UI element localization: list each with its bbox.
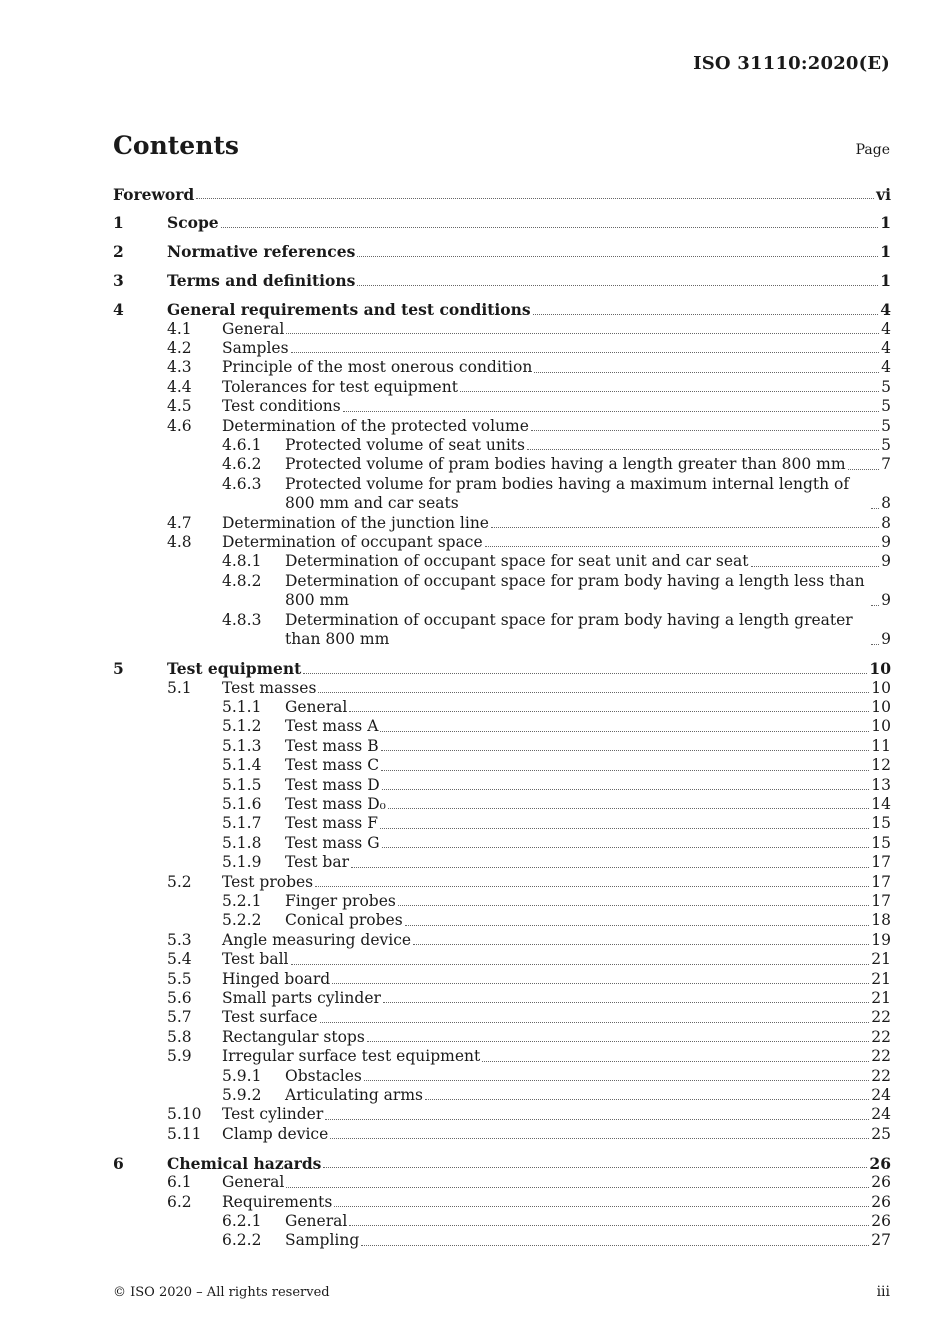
toc-entry-number: 3 — [113, 271, 124, 291]
toc-entry-page: 10 — [869, 659, 891, 679]
toc-entry-title: General — [285, 697, 348, 716]
toc-entry[interactable] — [113, 213, 891, 232]
toc-entry-page: 17 — [871, 872, 891, 891]
toc-entry-title: Test bar — [285, 853, 349, 872]
toc-entry[interactable] — [113, 776, 891, 795]
toc-entry-number: 1 — [113, 213, 124, 233]
dot-leader — [383, 1001, 869, 1003]
toc-entry-number: 4.6.1 — [222, 436, 262, 455]
toc-entry-title: Hinged board — [222, 969, 331, 988]
toc-entry-title: Terms and definitions — [167, 271, 356, 291]
dot-leader — [533, 313, 879, 315]
toc-entry-page: 9 — [881, 533, 891, 552]
dot-leader — [388, 807, 869, 809]
toc-entry-title: Foreword — [113, 185, 195, 204]
toc-entry-title: Protected volume for pram bodies having a maximum internal length of 800 mm and car seats — [285, 474, 855, 513]
toc-entry-number: 5.9.2 — [222, 1086, 262, 1105]
toc-entry-title: Determination of the protected volume — [222, 416, 529, 435]
toc-entry[interactable] — [113, 552, 891, 571]
dot-leader — [380, 827, 869, 829]
dot-leader — [382, 846, 870, 848]
toc-entry-title: Protected volume of seat units — [285, 436, 525, 455]
toc-entry-number: 6.2 — [167, 1192, 192, 1211]
toc-entry[interactable] — [113, 339, 891, 358]
toc-entry-title: Test ball — [222, 950, 289, 969]
toc-entry-title: Sampling — [285, 1231, 360, 1250]
toc-entry-title: Irregular surface test equipment — [222, 1047, 481, 1066]
dot-leader — [315, 885, 869, 887]
toc-entry-number: 2 — [113, 242, 124, 262]
toc-entry[interactable] — [113, 572, 891, 611]
toc-entry-number: 4.1 — [167, 319, 192, 338]
toc-entry-number: 4.6.2 — [222, 455, 262, 474]
toc-entry[interactable] — [113, 185, 891, 204]
toc-entry[interactable] — [113, 514, 891, 533]
toc-entry-page: 21 — [871, 950, 891, 969]
toc-entry-page: 19 — [871, 930, 891, 949]
toc-entry-page: 12 — [871, 756, 891, 775]
toc-entry-title: Test mass A — [285, 717, 379, 736]
toc-entry-title: Tolerances for test equipment — [222, 377, 458, 396]
dot-leader — [221, 226, 879, 228]
toc-entry[interactable] — [113, 679, 891, 698]
dot-leader — [405, 924, 870, 926]
toc-entry-number: 5.4 — [167, 950, 192, 969]
dot-leader — [291, 963, 870, 965]
toc-entry[interactable] — [113, 611, 891, 650]
toc-entry[interactable] — [113, 814, 891, 833]
toc-entry-title: Test probes — [222, 872, 314, 891]
toc-entry-number: 5.9 — [167, 1047, 192, 1066]
toc-entry[interactable] — [113, 533, 891, 552]
dot-leader — [357, 255, 878, 257]
toc-entry[interactable] — [113, 300, 891, 319]
toc-entry-number: 4.5 — [167, 397, 192, 416]
dot-leader — [491, 526, 879, 528]
dot-leader — [351, 866, 869, 868]
document-code: ISO 31110:2020(E) — [693, 53, 890, 74]
toc-entry-page: 21 — [871, 989, 891, 1008]
dot-leader — [286, 1186, 869, 1188]
toc-entry[interactable] — [113, 989, 891, 1008]
dot-leader — [381, 769, 869, 771]
toc-entry-title: Obstacles — [285, 1066, 362, 1085]
toc-entry-page: 13 — [871, 775, 891, 794]
dot-leader — [460, 390, 879, 392]
dot-leader — [382, 788, 870, 790]
toc-entry[interactable] — [113, 378, 891, 397]
toc-entry-page: 15 — [871, 833, 891, 852]
dot-leader — [425, 1098, 869, 1100]
toc-entry-number: 6.1 — [167, 1173, 192, 1192]
toc-entry-number: 5.1.4 — [222, 756, 262, 775]
toc-entry-title: Principle of the most onerous condition — [222, 358, 533, 377]
toc-entry-page: 26 — [871, 1192, 891, 1211]
toc-entry-title: General requirements and test conditions — [167, 300, 531, 320]
toc-entry-title: General — [222, 1173, 285, 1192]
toc-entry-title: General — [285, 1212, 348, 1231]
dot-leader — [196, 197, 874, 199]
toc-entry[interactable] — [113, 1125, 891, 1144]
toc-entry-title: General — [222, 319, 285, 338]
toc-entry-number: 5.7 — [167, 1008, 192, 1027]
toc-entry-page: 5 — [881, 377, 891, 396]
toc-entry-page: 22 — [871, 1008, 891, 1027]
toc-entry[interactable] — [113, 436, 891, 455]
toc-entry-number: 6.2.2 — [222, 1231, 262, 1250]
toc-entry[interactable] — [113, 659, 891, 678]
contents-header — [113, 131, 890, 165]
toc-entry-title: Test mass C — [285, 756, 380, 775]
toc-entry[interactable] — [113, 1154, 891, 1173]
toc-entry-page: 26 — [871, 1212, 891, 1231]
toc-entry-number: 5.6 — [167, 989, 192, 1008]
dot-leader — [398, 904, 869, 906]
toc-entry-number: 5.1.7 — [222, 814, 262, 833]
toc-entry-page: 26 — [869, 1153, 891, 1173]
toc-entry-title: Determination of the junction line — [222, 513, 489, 532]
toc-entry-title: Determination of occupant space for pram body having a length less than 800 mm — [285, 571, 870, 610]
toc-entry-title: Test conditions — [222, 397, 341, 416]
toc-entry-page: 15 — [871, 814, 891, 833]
toc-entry-number: 5.8 — [167, 1027, 192, 1046]
dot-leader — [380, 730, 869, 732]
toc-entry-number: 4 — [113, 300, 124, 320]
toc-entry[interactable] — [113, 1173, 891, 1192]
toc-entry[interactable] — [113, 1047, 891, 1066]
toc-entry-title: Test masses — [222, 678, 317, 697]
toc-entry[interactable] — [113, 1008, 891, 1027]
dot-leader — [291, 351, 880, 353]
dot-leader — [364, 1079, 869, 1081]
toc-entry-page: 17 — [871, 891, 891, 910]
toc-entry[interactable] — [113, 737, 891, 756]
toc-entry-number: 5.9.1 — [222, 1066, 262, 1085]
toc-entry-number: 5 — [113, 659, 124, 679]
toc-entry-title: Test mass B — [285, 736, 379, 755]
toc-entry-number: 5.1.9 — [222, 853, 262, 872]
dot-leader — [349, 1224, 869, 1226]
toc-entry-page: 21 — [871, 969, 891, 988]
dot-leader — [286, 332, 879, 334]
toc-entry[interactable] — [113, 795, 891, 814]
toc-entry[interactable] — [113, 397, 891, 416]
dot-leader — [848, 468, 880, 470]
toc-entry-number: 5.1.5 — [222, 775, 262, 794]
dot-leader — [332, 982, 869, 984]
toc-entry-page: 27 — [871, 1231, 891, 1250]
toc-entry-number: 4.8.1 — [222, 552, 262, 571]
toc-entry-number: 5.1.8 — [222, 833, 262, 852]
toc-entry-title: Test mass F — [285, 814, 378, 833]
toc-entry-title: Conical probes — [285, 911, 403, 930]
toc-entry[interactable] — [113, 320, 891, 339]
toc-entry[interactable] — [113, 1193, 891, 1212]
toc-entry-page: 22 — [871, 1066, 891, 1085]
toc-entry-number: 5.1.3 — [222, 736, 262, 755]
toc-entry[interactable] — [113, 1067, 891, 1086]
toc-entry-page: 24 — [871, 1105, 891, 1124]
toc-entry-number: 5.11 — [167, 1124, 202, 1143]
toc-entry-title: Chemical hazards — [167, 1153, 322, 1173]
toc-entry[interactable] — [113, 417, 891, 436]
toc-entry[interactable] — [113, 892, 891, 911]
toc-entry[interactable] — [113, 1086, 891, 1105]
toc-entry[interactable] — [113, 455, 891, 474]
dot-leader — [751, 565, 880, 567]
toc-entry-title: Determination of occupant space for seat unit and car seat — [285, 552, 749, 571]
dot-leader — [361, 1244, 869, 1246]
toc-entry-title: Test equipment — [167, 659, 302, 679]
toc-entry-page: 14 — [871, 794, 891, 813]
dot-leader — [323, 1166, 867, 1168]
toc-entry-page: 26 — [871, 1173, 891, 1192]
dot-leader — [871, 507, 879, 509]
toc-entry-page: 24 — [871, 1086, 891, 1105]
toc-entry-number: 4.6 — [167, 416, 192, 435]
dot-leader — [485, 545, 879, 547]
toc-entry[interactable] — [113, 1105, 891, 1124]
toc-entry[interactable] — [113, 1028, 891, 1047]
toc-entry-page: 5 — [881, 436, 891, 455]
toc-entry-number: 4.8.3 — [222, 610, 262, 629]
toc-entry[interactable] — [113, 1212, 891, 1231]
toc-entry-title: Test mass G — [285, 833, 380, 852]
toc-entry-title: Clamp device — [222, 1124, 329, 1143]
toc-entry[interactable] — [113, 873, 891, 892]
page-number: iii — [876, 1284, 890, 1300]
toc-entry-number: 4.6.3 — [222, 474, 262, 493]
toc-entry[interactable] — [113, 242, 891, 261]
toc-entry-page: 10 — [871, 697, 891, 716]
dot-leader — [527, 448, 879, 450]
dot-leader — [357, 284, 878, 286]
toc-entry[interactable] — [113, 1231, 891, 1250]
toc-entry-page: 9 — [881, 630, 891, 649]
toc-entry-page: 4 — [881, 358, 891, 377]
toc-entry[interactable] — [113, 271, 891, 290]
toc-entry-page: 11 — [871, 736, 891, 755]
toc-entry-title: Angle measuring device — [222, 930, 412, 949]
dot-leader — [871, 604, 879, 606]
dot-leader — [330, 1137, 869, 1139]
toc-entry-title: Determination of occupant space — [222, 533, 483, 552]
toc-entry-number: 4.3 — [167, 358, 192, 377]
toc-entry[interactable] — [113, 717, 891, 736]
toc-entry-page: 10 — [871, 717, 891, 736]
toc-entry-title: Samples — [222, 339, 289, 358]
toc-entry-title: Normative references — [167, 242, 356, 262]
dot-leader — [349, 710, 869, 712]
toc-entry-title: Small parts cylinder — [222, 989, 381, 1008]
toc-entry-page: 17 — [871, 853, 891, 872]
toc-entry[interactable] — [113, 931, 891, 950]
toc-entry-number: 4.2 — [167, 339, 192, 358]
toc-entry-number: 6.2.1 — [222, 1212, 262, 1231]
toc-entry-page: 10 — [871, 678, 891, 697]
table-of-contents — [113, 185, 891, 1251]
dot-leader — [320, 1021, 870, 1023]
toc-entry-page: vi — [876, 185, 891, 204]
dot-leader — [325, 1118, 869, 1120]
dot-leader — [534, 371, 879, 373]
toc-entry-title: Determination of occupant space for pram body having a length greater than 800 mm — [285, 610, 858, 649]
toc-entry-number: 6 — [113, 1153, 124, 1173]
dot-leader — [334, 1205, 869, 1207]
toc-entry-page: 8 — [881, 494, 891, 513]
copyright-notice: © ISO 2020 – All rights reserved — [113, 1285, 330, 1300]
toc-entry-number: 4.8 — [167, 533, 192, 552]
toc-entry[interactable] — [113, 970, 891, 989]
toc-entry[interactable] — [113, 950, 891, 969]
dot-leader — [381, 749, 870, 751]
toc-entry-page: 9 — [881, 552, 891, 571]
toc-entry-number: 5.5 — [167, 969, 192, 988]
toc-entry-number: 5.1.1 — [222, 697, 262, 716]
dot-leader — [318, 691, 869, 693]
toc-entry-number: 5.2.1 — [222, 891, 262, 910]
toc-entry-page: 22 — [871, 1047, 891, 1066]
toc-entry-page: 1 — [880, 213, 891, 233]
toc-entry-title: Articulating arms — [285, 1086, 423, 1105]
toc-entry-page: 4 — [880, 300, 891, 320]
toc-entry-title: Test surface — [222, 1008, 318, 1027]
toc-entry-number: 5.3 — [167, 930, 192, 949]
toc-entry-title: Protected volume of pram bodies having a length greater than 800 mm — [285, 455, 846, 474]
toc-entry-page: 9 — [881, 591, 891, 610]
toc-entry[interactable] — [113, 834, 891, 853]
contents-title: Contents — [113, 131, 240, 160]
toc-entry-number: 4.8.2 — [222, 571, 262, 590]
toc-entry-page: 5 — [881, 416, 891, 435]
toc-entry-page: 7 — [881, 455, 891, 474]
toc-entry-page: 4 — [881, 319, 891, 338]
page-column-label: Page — [855, 142, 890, 158]
dot-leader — [871, 643, 879, 645]
toc-entry-title: Test cylinder — [222, 1105, 324, 1124]
toc-entry-number: 5.1.2 — [222, 717, 262, 736]
toc-entry-number: 5.10 — [167, 1105, 202, 1124]
dot-leader — [303, 672, 867, 674]
toc-entry-number: 5.2.2 — [222, 911, 262, 930]
toc-entry-title: Rectangular stops — [222, 1027, 365, 1046]
toc-entry-number: 4.7 — [167, 513, 192, 532]
toc-entry-number: 5.1 — [167, 678, 192, 697]
toc-entry-page: 4 — [881, 339, 891, 358]
toc-entry-number: 5.1.6 — [222, 794, 262, 813]
toc-entry-page: 1 — [880, 271, 891, 291]
dot-leader — [367, 1040, 869, 1042]
toc-entry-title: Scope — [167, 213, 219, 233]
toc-entry-title: Test mass D — [285, 775, 380, 794]
toc-entry-title: Test mass D₀ — [285, 794, 386, 813]
toc-entry-page: 18 — [871, 911, 891, 930]
toc-entry[interactable] — [113, 756, 891, 775]
toc-entry-title: Finger probes — [285, 891, 396, 910]
dot-leader — [482, 1060, 869, 1062]
toc-entry-page: 5 — [881, 397, 891, 416]
toc-entry-page: 25 — [871, 1124, 891, 1143]
toc-entry[interactable] — [113, 475, 891, 514]
toc-entry[interactable] — [113, 358, 891, 377]
toc-entry[interactable] — [113, 853, 891, 872]
toc-entry-page: 1 — [880, 242, 891, 262]
toc-entry-number: 5.2 — [167, 872, 192, 891]
dot-leader — [343, 410, 879, 412]
dot-leader — [413, 943, 869, 945]
toc-entry-title: Requirements — [222, 1192, 333, 1211]
toc-entry-page: 22 — [871, 1027, 891, 1046]
toc-entry[interactable] — [113, 911, 891, 930]
toc-entry-number: 4.4 — [167, 377, 192, 396]
toc-entry[interactable] — [113, 698, 891, 717]
dot-leader — [531, 429, 879, 431]
toc-entry-page: 8 — [881, 513, 891, 532]
